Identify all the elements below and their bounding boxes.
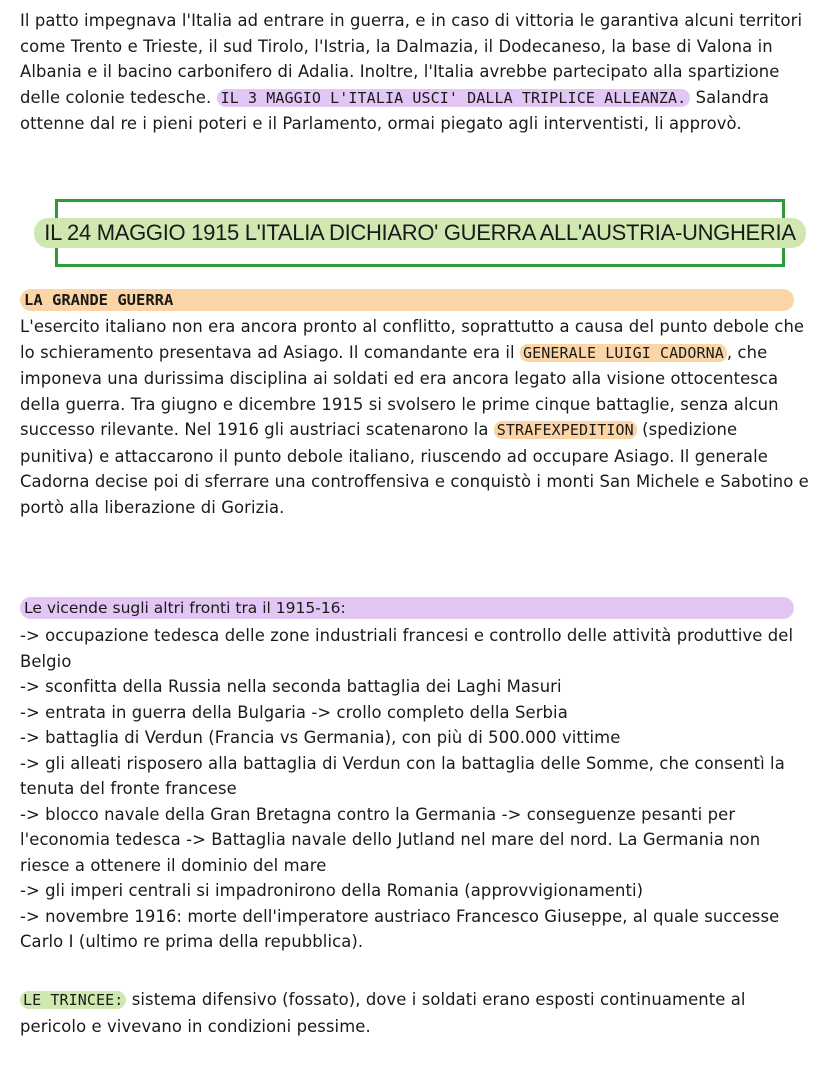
section-heading-grande-guerra: LA GRANDE GUERRA <box>20 289 794 311</box>
section-heading-fronti: Le vicende sugli altri fronti tra il 1915-16: <box>20 597 794 619</box>
intro-text-before: Il patto impegnava l'Italia ad entrare in guerra, e in caso di vittoria le garantiva alcuni territori come Trento e Trieste, il sud Tirolo, l'Istria, la Dalmazia, il Dodecaneso, la base di Valona in Albania e il bacino carbonifero di Adalia. Inoltre, l'Italia avrebbe partecipato alla spartizione delle colonie tedesche. <box>20 11 803 107</box>
grande-guerra-paragraph <box>20 314 810 520</box>
intro-text-after: Salandra ottenne dal re i pieni poteri e il Parlamento, ormai piegato agli interventisti, li approvò. <box>20 87 769 133</box>
list-item: -> novembre 1916: morte dell'imperatore austriaco Francesco Giuseppe, al quale successe Carlo I (ultimo re prima della repubblica). <box>20 906 780 951</box>
list-item: -> battaglia di Verdun (Francia vs Germania), con più di 500.000 vittime <box>20 728 621 747</box>
declaration-title: IL 24 MAGGIO 1915 L'ITALIA DICHIARO' GUERRA ALL'AUSTRIA-UNGHERIA <box>34 218 805 248</box>
list-item: -> sconfitta della Russia nella seconda battaglia dei Laghi Masuri <box>20 677 562 696</box>
list-item: -> gli imperi centrali si impadronirono della Romania (approvvigionamenti) <box>20 881 644 900</box>
triple-alliance-highlight: IL 3 MAGGIO L'ITALIA USCI' DALLA TRIPLICE ALLEANZA. <box>217 89 691 107</box>
intro-paragraph <box>20 8 810 137</box>
declaration-box <box>44 199 796 267</box>
gg-text-2: , che imponeva una durissima disciplina ai soldati ed era ancora legato alla visione ottocentesca della guerra. Tra giugno e dicembre 1915 si svolsero le prime cinque battaglie, senza alcun successo rilevante. Nel 1916 gli austriaci scatenarono la <box>20 342 779 439</box>
trincee-label: LE TRINCEE: <box>20 991 126 1009</box>
list-item: -> blocco navale della Gran Bretagna contro la Germania -> conseguenze pesanti per l'economia tedesca -> Battaglia navale dello Jutland nel mare del nord. La Germania non riesce a ottenere il dominio del mare <box>20 804 761 875</box>
list-item: -> entrata in guerra della Bulgaria -> crollo completo della Serbia <box>20 702 568 722</box>
trincee-text: sistema difensivo (fossato), dove i soldati erano esposti continuamente al pericolo e vivevano in condizioni pessime. <box>20 990 746 1036</box>
trincee-paragraph <box>20 987 810 1039</box>
gg-text-3: (spedizione punitiva) e attaccarono il punto debole italiano, riuscendo ad occupare Asiago. Il generale Cadorna decise poi di sferrare una controffensiva e conquistò i monti San Michele e Sabotino e portò alla liberazione di Gorizia. <box>20 420 809 517</box>
list-item: -> occupazione tedesca delle zone industriali francesi e controllo delle attività produttive del Belgio <box>20 626 794 671</box>
cadorna-highlight: GENERALE LUIGI CADORNA <box>520 344 727 362</box>
gg-text-1: L'esercito italiano non era ancora pronto al conflitto, soprattutto a causa del punto debole che lo schieramento presentava ad Asiago. Il comandante era il <box>20 317 805 362</box>
list-item: -> gli alleati risposero alla battaglia di Verdun con la battaglia delle Somme, che consentì la tenuta del fronte francese <box>20 753 785 798</box>
strafexpedition-highlight: STRAFEXPEDITION <box>494 421 637 439</box>
fronti-list <box>20 623 810 955</box>
